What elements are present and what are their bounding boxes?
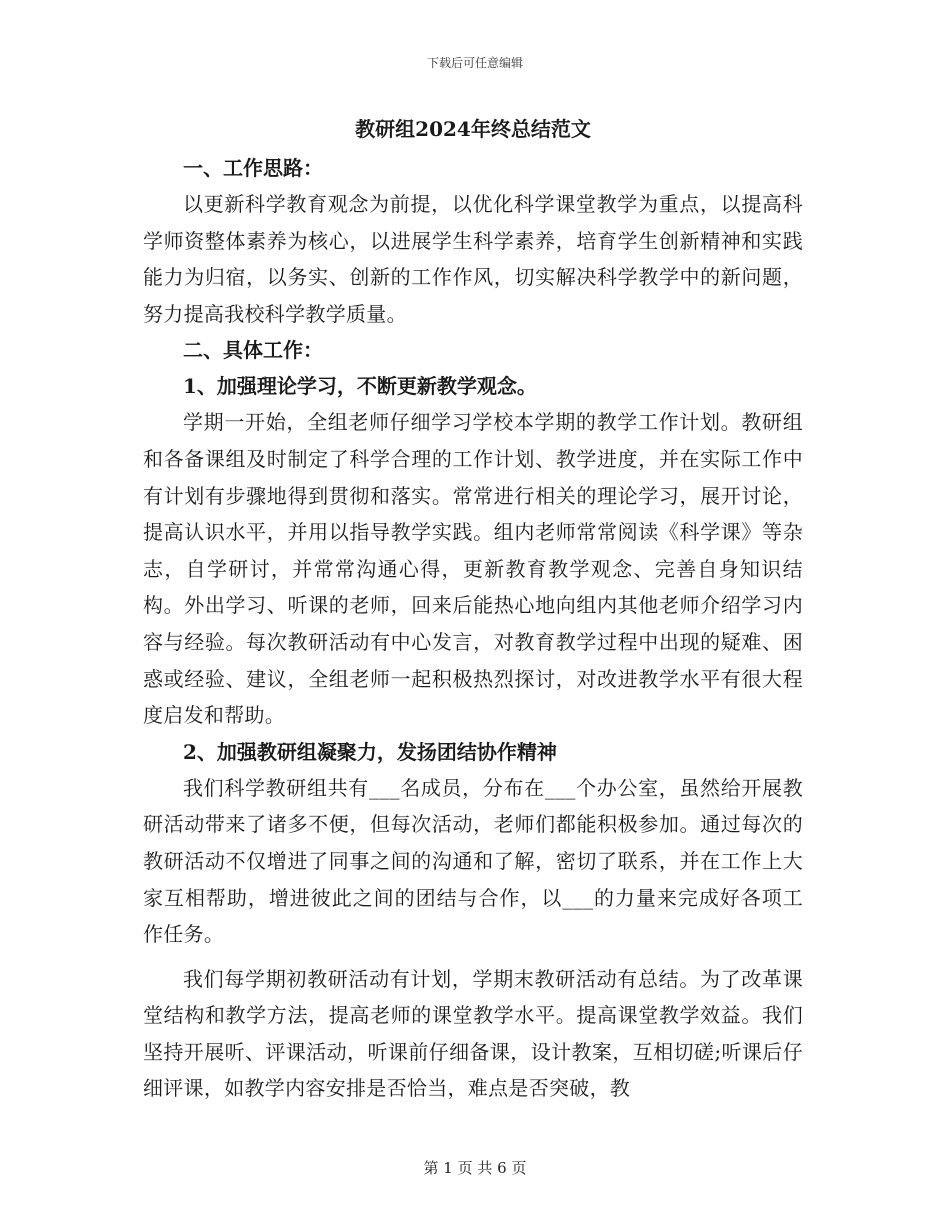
subheading-cohesion: 2、加强教研组凝聚力，发扬团结协作精神 — [183, 739, 557, 764]
document-title: 教研组2024年终总结范文 — [355, 117, 591, 141]
paragraph-theory-study: 学期一开始，全组老师仔细学习学校本学期的教学工作计划。教研组和各备课组及时制定了科学合理的工作计划、教学进度，并在实际工作中有计划有步骤地得到贯彻和落实。常常进行相关的理论学习，展开讨论，提高认识水平，并用以指导教学实践。组内老师常常阅读《科学课》等杂志，自学研讨，并常常沟通心得，更新教育教学观念、完善自身知识结构。外出学习、听课的老师，回来后能热心地向组内其他老师介绍学习内容与经验。每次教研活动有中心发言，对教育教学过程中出现的疑难、困惑或经验、建议，全组老师一起积极热烈探讨，对改进教学水平有很大程度启发和帮助。 — [143, 410, 803, 728]
document-body — [143, 112, 803, 1107]
page-footer: 第 1 页 共 6 页 — [423, 1159, 527, 1177]
header-note: 下载后可任意编辑 — [426, 56, 523, 70]
paragraph-cohesion: 我们科学教研组共有___名成员，分布在___个办公室，虽然给开展教研活动带来了诸多不便，但每次活动，老师们都能积极参加。通过每次的教研活动不仅增进了同事之间的沟通和了解，密切了联系，并在工作上大家互相帮助，增进彼此之间的团结与合作，以___的力量来完成好各项工作任务。 — [143, 775, 803, 947]
paragraph-gap — [143, 953, 803, 961]
subheading-theory-study: 1、加强理论学习，不断更新教学观念。 — [183, 374, 537, 399]
section-heading-work-ideas: 一、工作思路： — [183, 156, 323, 180]
section-heading-specific-work: 二、具体工作： — [183, 338, 323, 363]
paragraph-work-ideas: 以更新科学教育观念为前提，以优化科学课堂教学为重点，以提高科学师资整体素养为核心，以进展学生科学素养，培育学生创新精神和实践能力为归宿，以务实、创新的工作作风，切实解决科学教学中的新问题，努力提高我校科学教学质量。 — [143, 192, 803, 326]
paragraph-lesson-review: 我们每学期初教研活动有计划，学期末教研活动有总结。为了改革课堂结构和教学方法，提高老师的课堂教学水平。提高课堂教学效益。我们坚持开展听、评课活动，听课前仔细备课，设计教案，互相切磋;听课后仔细评课，如教学内容安排是否恰当，难点是否突破，教 — [143, 966, 803, 1101]
